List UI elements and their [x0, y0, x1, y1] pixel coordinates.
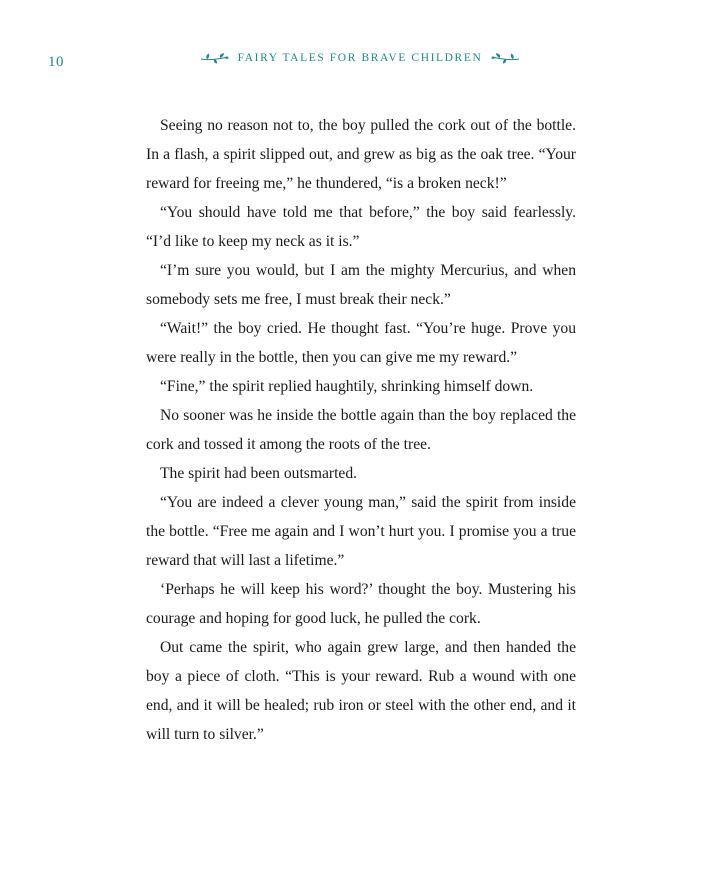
paragraph-5: “Fine,” the spirit replied haughtily, shrinking himself down. [160, 378, 534, 395]
running-head [0, 52, 720, 64]
paragraph-1: Seeing no reason not to, the boy pulled the cork out of the bottle. In a flash, a spirit slipped out, and grew as big as the oak tree. “Your reward for freeing me,” he thundered, “is a broken neck!” [146, 117, 576, 192]
paragraph-9: ‘Perhaps he will keep his word?’ thought the boy. Mustering his courage and hoping for good luck, he pulled the cork. [146, 581, 576, 627]
paragraph-8: “You are indeed a clever young man,” said the spirit from inside the bottle. “Free me again and I won’t hurt you. I promise you a true reward that will last a lifetime.” [146, 494, 576, 569]
running-title: FAIRY TALES FOR BRAVE CHILDREN [237, 52, 483, 64]
paragraph-2: “You should have told me that before,” the boy said fearlessly. “I’d like to keep my neck as it is.” [146, 204, 576, 250]
leaf-sprig-left-icon [200, 52, 230, 64]
paragraph-10: Out came the spirit, who again grew large, and then handed the boy a piece of cloth. “This is your reward. Rub a wound with one end, and it will be healed; rub iron or steel with the other end, and it will turn to silver.” [146, 639, 576, 743]
paragraph-7: The spirit had been outsmarted. [160, 465, 358, 482]
body-text [146, 111, 576, 749]
paragraph-4: “Wait!” the boy cried. He thought fast. “You’re huge. Prove you were really in the bottle, then you can give me my reward.” [146, 320, 576, 366]
leaf-sprig-right-icon [490, 52, 520, 64]
paragraph-3: “I’m sure you would, but I am the mighty Mercurius, and when somebody sets me free, I must break their neck.” [146, 262, 576, 308]
paragraph-6: No sooner was he inside the bottle again than the boy replaced the cork and tossed it among the roots of the tree. [146, 407, 576, 453]
page-number: 10 [48, 54, 64, 70]
